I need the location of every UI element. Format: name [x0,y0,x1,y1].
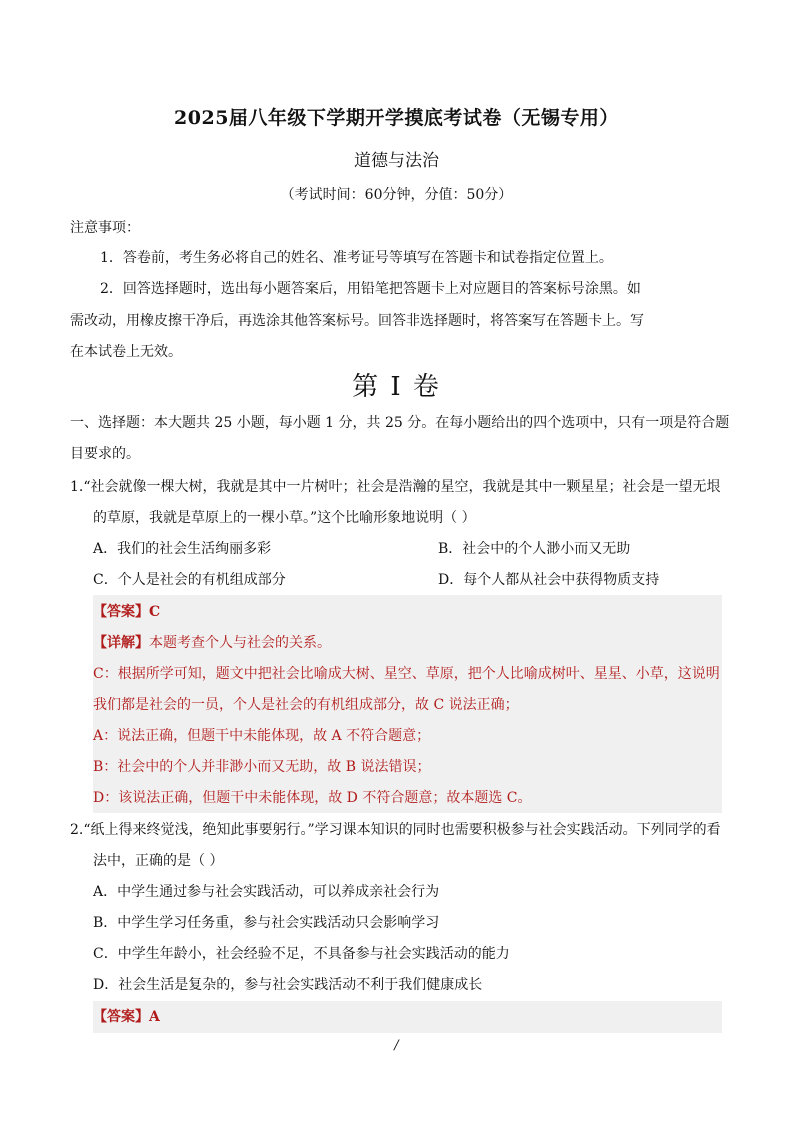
q2-option-c: C．中学生年龄小，社会经验不足，不具备参与社会实践活动的能力 [93,946,510,962]
q2-stem-line-2: 法中，正确的是（ ） [93,853,224,869]
q2-stem-line-1: 2.“纸上得来终觉浅，绝知此事要躬行。”学习课本知识的同时也需要积极参与社会实践活动。下列同学的看 [70,822,721,838]
q1-stem-line-1: 1.“社会就像一棵大树，我就是其中一片树叶；社会是浩瀚的星空，我就是其中一颗星星；社会是一望无垠 [70,479,721,495]
q1-explain-c-line-1: C：根据所学可知，题文中把社会比喻成大树、星空、草原，把个人比喻成树叶、星星、小草，这说明 [93,666,720,682]
volume-heading: 第 I 卷 [352,372,441,402]
exam-info: （考试时间：60分钟，分值：50分） [280,187,513,203]
q1-detail-text: 本题考查个人与社会的关系。 [149,635,331,651]
notes-item-2-line-3: 在本试卷上无效。 [70,344,182,360]
page-number: / [394,1038,399,1053]
exam-title: 2025届八年级下学期开学摸底考试卷（无锡专用） [174,107,619,129]
section-instructions-line-2: 目要求的。 [70,446,140,462]
q2-option-a: A．中学生通过参与社会实践活动，可以养成亲社会行为 [93,884,440,900]
q1-explain-c-line-2: 我们都是社会的一员，个人是社会的有机组成部分，故 C 说法正确； [93,697,519,713]
exam-subject: 道德与法治 [354,151,439,171]
q1-option-d: D．每个人都从社会中获得物质支持 [438,572,660,588]
q2-option-b: B．中学生学习任务重，参与社会实践活动只会影响学习 [93,915,440,931]
q1-explain-b: B：社会中的个人并非渺小而又无助，故 B 说法错误； [93,759,431,775]
q1-option-b: B．社会中的个人渺小而又无助 [438,541,631,557]
notes-item-2-line-2: 需改动，用橡皮擦干净后，再选涂其他答案标号。回答非选择题时，将答案写在答题卡上。写 [70,313,644,329]
notes-item-1: 1．答卷前，考生务必将自己的姓名、准考证号等填写在答题卡和试卷指定位置上。 [100,250,613,266]
q1-stem-line-2: 的草原，我就是草原上的一棵小草。”这个比喻形象地说明（ ） [93,510,476,526]
q2-answer-box [93,1001,722,1033]
q1-option-c: C．个人是社会的有机组成部分 [93,572,286,588]
section-instructions-line-1: 一、选择题：本大题共 25 小题，每小题 1 分，共 25 分。在每小题给出的四个选项中，只有一项是符合题 [70,415,730,431]
q1-detail [93,633,331,653]
notes-item-2-line-1: 2．回答选择题时，选出每小题答案后，用铅笔把答题卡上对应题目的答案标号涂黑。如 [100,281,641,297]
q1-explain-d: D：该说法正确，但题干中未能体现，故 D 不符合题意；故本题选 C。 [93,790,532,806]
q1-answer: 【答案】C [93,604,161,620]
q1-detail-label: 【详解】 [93,635,149,651]
q1-option-a: A．我们的社会生活绚丽多彩 [93,541,272,557]
q1-explain-a: A：说法正确，但题干中未能体现，故 A 不符合题意； [93,728,431,744]
q2-answer: 【答案】A [93,1009,160,1025]
q2-option-d: D．社会生活是复杂的，参与社会实践活动不利于我们健康成长 [93,977,483,993]
notes-heading: 注意事项： [70,220,140,236]
